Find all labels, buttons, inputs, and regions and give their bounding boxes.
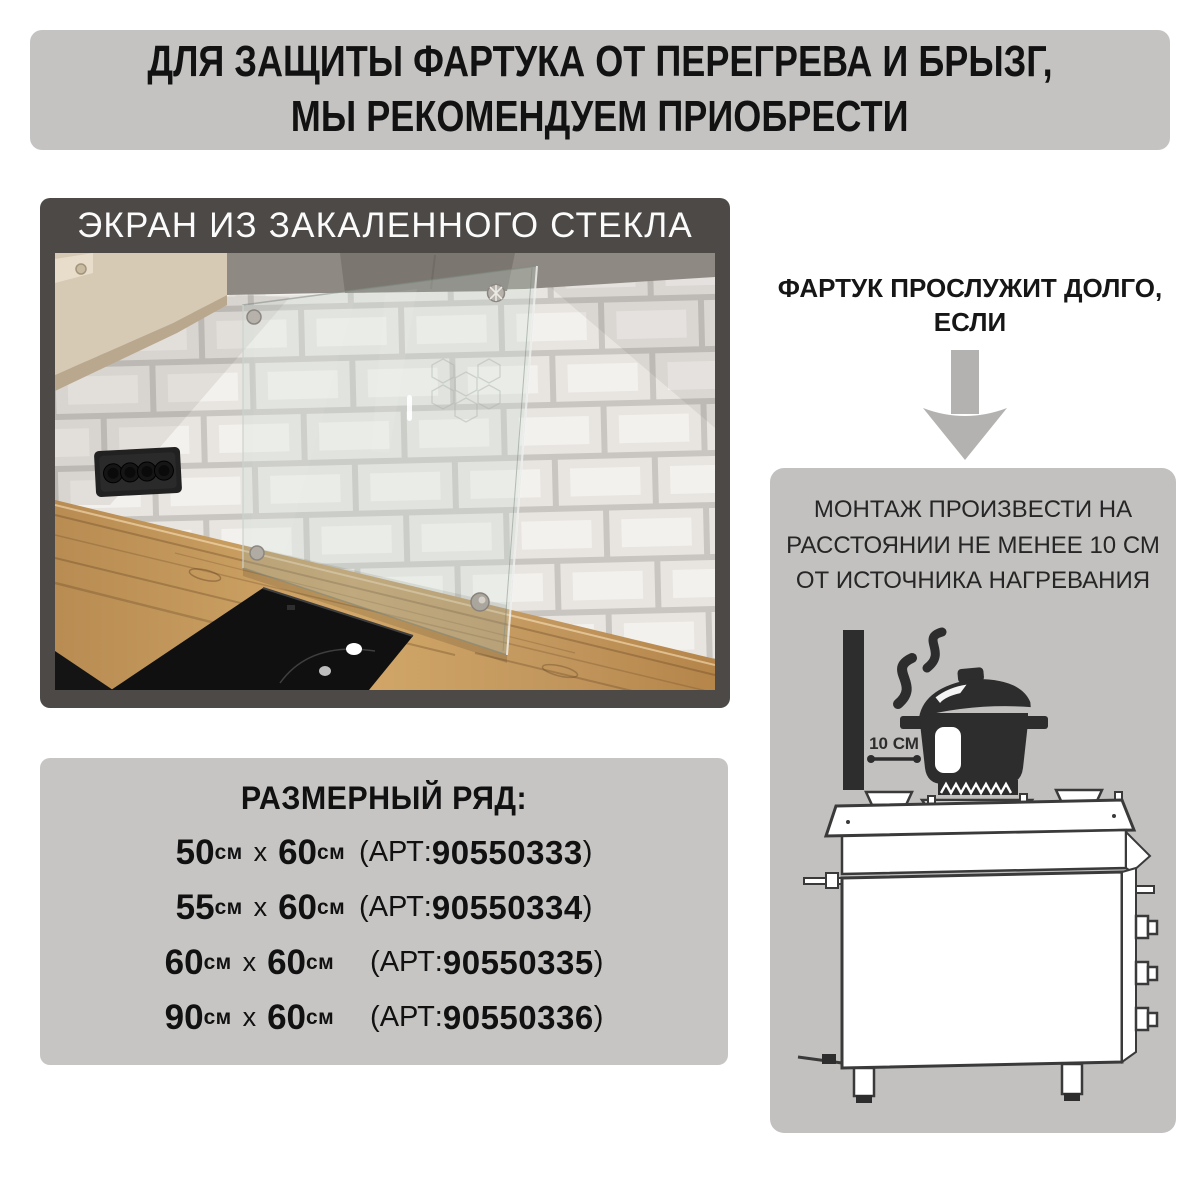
durability-line-1: ФАРТУК ПРОСЛУЖИТ ДОЛГО, bbox=[777, 273, 1163, 303]
unit-label: см bbox=[203, 950, 232, 974]
cooktop-glint bbox=[346, 643, 362, 655]
durability-line-2: ЕСЛИ bbox=[933, 306, 1007, 337]
installation-note-box bbox=[770, 468, 1176, 1133]
size-row bbox=[40, 880, 728, 935]
unit-label: см bbox=[306, 950, 335, 974]
size-row bbox=[40, 990, 728, 1045]
glass-screen-side-icon bbox=[843, 630, 864, 790]
glass-glint bbox=[407, 395, 412, 421]
size-separator: x bbox=[242, 1002, 257, 1032]
power-outlet bbox=[94, 447, 182, 497]
product-card bbox=[40, 198, 730, 708]
article-number: (АРТ: 90550334 ) bbox=[359, 888, 593, 926]
unit-label: см bbox=[306, 1005, 335, 1029]
clearance-dimension bbox=[867, 734, 921, 763]
article-number: (АРТ: 90550333 ) bbox=[359, 833, 593, 871]
unit-label: см bbox=[317, 895, 346, 919]
size-height: 60 bbox=[267, 942, 307, 982]
cooktop-glint bbox=[319, 666, 331, 676]
stove-clearance-diagram bbox=[770, 616, 1176, 1126]
stove-knobs bbox=[1136, 916, 1157, 1030]
clearance-label: 10 СМ bbox=[869, 734, 919, 753]
size-width: 60 bbox=[164, 942, 204, 982]
down-arrow-icon bbox=[919, 350, 1011, 462]
size-list-box bbox=[40, 758, 728, 1065]
pot-icon bbox=[900, 663, 1048, 784]
unit-label: см bbox=[214, 840, 243, 864]
size-separator: x bbox=[242, 947, 257, 977]
banner-line-1: ДЛЯ ЗАЩИТЫ ФАРТУКА ОТ ПЕРЕГРЕВА И БРЫЗГ, bbox=[147, 37, 1053, 87]
note-line-2: РАССТОЯНИИ НЕ МЕНЕЕ 10 СМ bbox=[786, 531, 1160, 559]
size-row bbox=[40, 825, 728, 880]
size-separator: x bbox=[253, 892, 268, 922]
installation-note bbox=[770, 492, 1176, 599]
control-band bbox=[842, 830, 1126, 874]
side-fold bbox=[1126, 832, 1150, 872]
stove-leg bbox=[1062, 1064, 1082, 1094]
size-width: 55 bbox=[175, 887, 215, 927]
burner-cap bbox=[866, 792, 912, 805]
note-line-3: ОТ ИСТОЧНИКА НАГРЕВАНИЯ bbox=[795, 567, 1151, 595]
size-width: 90 bbox=[164, 997, 204, 1037]
size-list-title: РАЗМЕРНЫЙ РЯД: bbox=[240, 780, 528, 816]
size-separator: x bbox=[253, 837, 268, 867]
cabinet-knob bbox=[76, 264, 86, 274]
product-title: ЭКРАН ИЗ ЗАКАЛЕННОГО СТЕКЛА bbox=[77, 205, 693, 245]
banner-line-2: МЫ РЕКОМЕНДУЕМ ПРИОБРЕСТИ bbox=[291, 92, 909, 141]
note-line-1: МОНТАЖ ПРОИЗВЕСТИ НА bbox=[813, 496, 1133, 523]
header-banner bbox=[30, 30, 1170, 150]
size-height: 60 bbox=[278, 832, 318, 872]
article-number: (АРТ: 90550335 ) bbox=[370, 943, 604, 981]
stove-leg bbox=[854, 1068, 874, 1096]
size-height: 60 bbox=[278, 887, 318, 927]
stove-icon bbox=[798, 790, 1157, 1103]
oven-door bbox=[842, 872, 1122, 1068]
side-panel bbox=[1122, 868, 1136, 1062]
pot-lid bbox=[915, 663, 1030, 717]
kitchen-photo-illustration bbox=[55, 253, 715, 690]
kitchen-photo bbox=[55, 253, 715, 690]
article-number: (АРТ: 90550336 ) bbox=[370, 998, 604, 1036]
unit-label: см bbox=[203, 1005, 232, 1029]
size-row bbox=[40, 935, 728, 990]
size-width: 50 bbox=[175, 832, 215, 872]
unit-label: см bbox=[317, 840, 346, 864]
size-height: 60 bbox=[267, 997, 307, 1037]
durability-heading bbox=[750, 272, 1190, 340]
unit-label: см bbox=[214, 895, 243, 919]
